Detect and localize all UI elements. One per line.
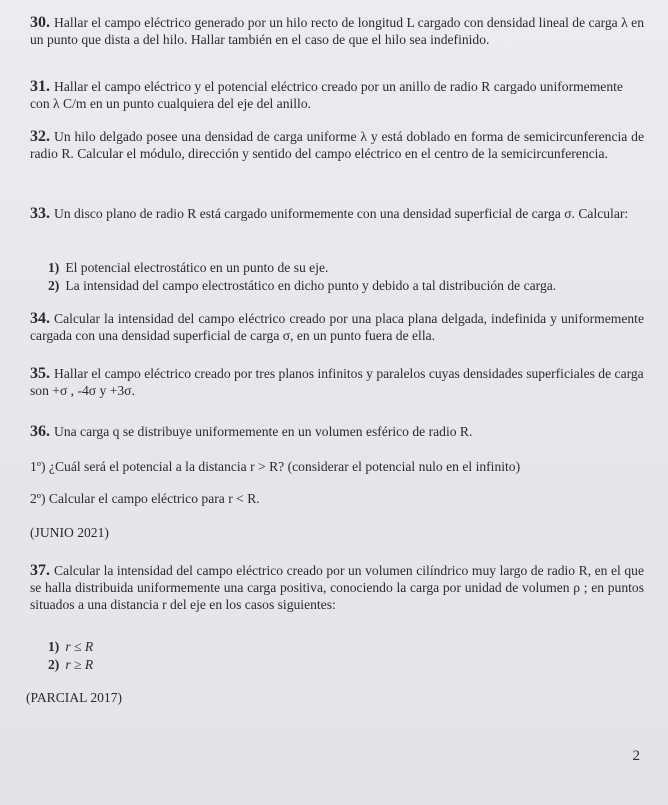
- problem-number: 34.: [30, 310, 50, 327]
- problem-36: [30, 423, 644, 440]
- item-text: r ≥ R: [65, 657, 94, 672]
- problem-text: Hallar el campo eléctrico generado por un hilo recto de longitud L cargado con densidad lineal de carga λ en un punto que dista a del hilo. Hallar también en el caso de que el hilo sea indefinido.: [30, 15, 644, 47]
- problem-number: 37.: [30, 562, 50, 579]
- problem-37-item-1: [48, 638, 644, 655]
- problem-32: [30, 128, 644, 162]
- problem-33-item-1: [48, 259, 644, 276]
- problem-37-source: (PARCIAL 2017): [26, 690, 123, 705]
- item-text: r ≤ R: [65, 639, 94, 654]
- page-number: 2: [632, 748, 640, 764]
- problem-36-question-1: 1º) ¿Cuál será el potencial a la distancia r > R? (considerar el potencial nulo en el infinito): [30, 459, 521, 474]
- problem-text: Un disco plano de radio R está cargado uniformemente con una densidad superficial de carga σ. Calcular:: [54, 206, 629, 221]
- problem-36-question-2: 2º) Calcular el campo eléctrico para r < R.: [30, 491, 260, 506]
- problem-37-item-2: [48, 656, 644, 673]
- problem-text: Hallar el campo eléctrico creado por tres planos infinitos y paralelos cuyas densidades superficiales de carga son +σ , -4σ y +3σ.: [30, 366, 644, 398]
- item-marker: 1): [48, 639, 60, 654]
- problem-34: [30, 310, 644, 344]
- problem-37: [30, 562, 644, 613]
- problem-33-item-2: [48, 277, 644, 294]
- problem-30: [30, 14, 644, 48]
- problem-number: 32.: [30, 128, 50, 145]
- problem-text: Calcular la intensidad del campo eléctrico creado por una placa plana delgada, indefinida y uniformemente cargada con una densidad superficial de carga σ, en un punto fuera de ella.: [30, 311, 644, 343]
- item-marker: 2): [48, 657, 60, 672]
- problem-number: 36.: [30, 423, 50, 440]
- problem-text: Hallar el campo eléctrico y el potencial eléctrico creado por un anillo de radio R cargado uniformemente con λ C/m en un punto cualquiera del eje del anillo.: [30, 79, 623, 111]
- item-text: La intensidad del campo electrostático en dicho punto y debido a tal distribución de carga.: [65, 278, 557, 293]
- item-marker: 2): [48, 278, 60, 293]
- problem-text: Un hilo delgado posee una densidad de carga uniforme λ y está doblado en forma de semicircunferencia de radio R. Calcular el módulo, dirección y sentido del campo eléctrico en el centro de la semicircunferencia.: [30, 129, 644, 161]
- problem-number: 33.: [30, 205, 50, 222]
- problem-text: Calcular la intensidad del campo eléctrico creado por un volumen cilíndrico muy largo de radio R, en el que se halla distribuida uniformemente una carga positiva, conociendo la carga por unidad de volumen ρ ; en puntos situados a una distancia r del eje en los casos siguientes:: [30, 563, 644, 612]
- problem-35: [30, 365, 644, 399]
- problem-text: Una carga q se distribuye uniformemente en un volumen esférico de radio R.: [54, 424, 473, 439]
- problem-number: 31.: [30, 78, 50, 95]
- problem-36-source: (JUNIO 2021): [30, 525, 109, 540]
- problem-33: [30, 205, 644, 222]
- problem-31: [30, 78, 644, 112]
- item-marker: 1): [48, 260, 60, 275]
- problem-number: 30.: [30, 14, 50, 31]
- item-text: El potencial electrostático en un punto de su eje.: [65, 260, 329, 275]
- problem-number: 35.: [30, 365, 50, 382]
